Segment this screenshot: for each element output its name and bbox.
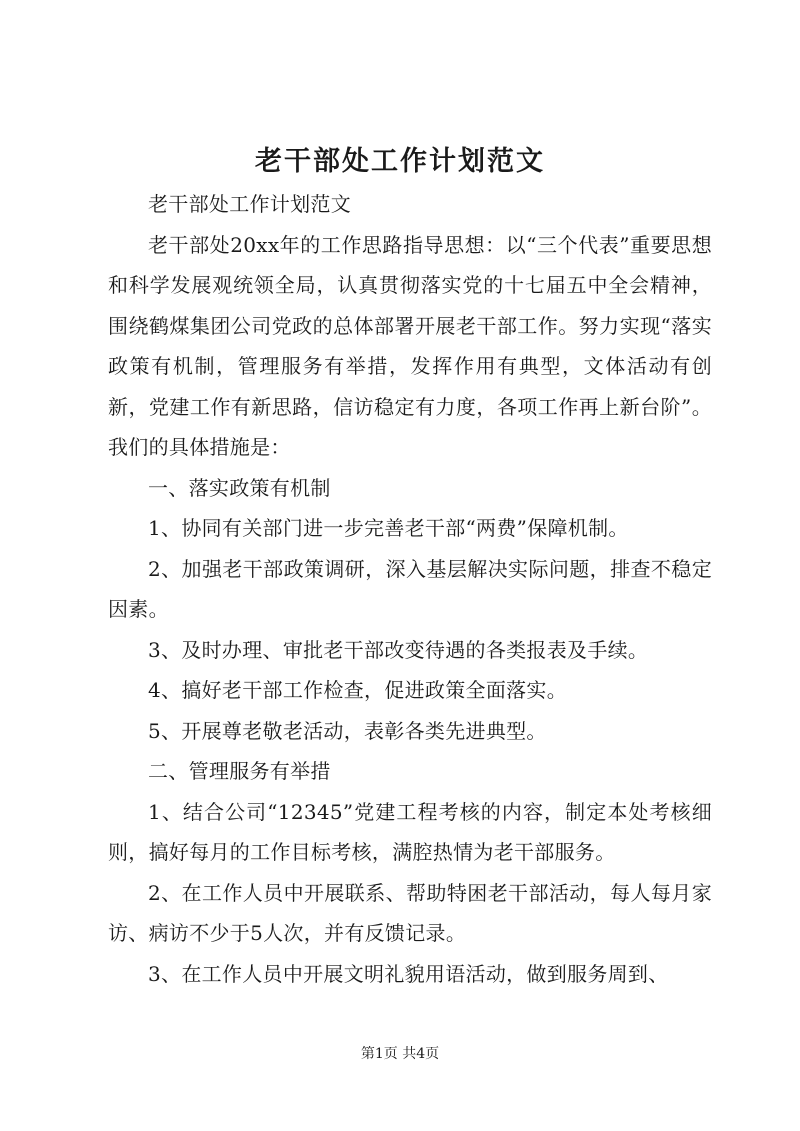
paragraph-subtitle: 老干部处工作计划范文 bbox=[148, 192, 351, 216]
page-number-footer: 第1页 共4页 bbox=[360, 1046, 440, 1062]
section-heading-policy: 一、落实政策有机制 bbox=[148, 475, 331, 500]
list-item: 2、加强老干部政策调研，深入基层解决实际问题，排查不稳定因素。 bbox=[108, 556, 712, 621]
list-item: 5、开展尊老敬老活动，表彰各类先进典型。 bbox=[148, 718, 547, 743]
document-title: 老干部处工作计划范文 bbox=[255, 146, 545, 177]
document-body bbox=[108, 184, 712, 994]
list-item: 4、搞好老干部工作检查，促进政策全面落实。 bbox=[148, 678, 568, 702]
list-item: 3、在工作人员中开展文明礼貌用语活动，做到服务周到、 bbox=[148, 961, 669, 986]
paragraph-guiding-thought: 老干部处20xx年的工作思路指导思想：以“三个代表”重要思想和科学发展观统领全局，认真贯彻落实党的十七届五中全会精神，围绕鹤煤集团公司党政的总体部署开展老干部工作。努力实现“落实政策有机制，管理服务有举措，发挥作用有典型，文体活动有创新，党建工作有新思路，信访稳定有力度，各项工作再上新台阶”。我们的具体措施是： bbox=[108, 232, 712, 459]
section-heading-service: 二、管理服务有举措 bbox=[148, 759, 331, 783]
list-item: 3、及时办理、审批老干部改变待遇的各类报表及手续。 bbox=[148, 637, 649, 662]
list-item: 1、结合公司“12345”党建工程考核的内容，制定本处考核细则，搞好每月的工作目标考核，满腔热情为老干部服务。 bbox=[108, 799, 712, 864]
list-item: 2、在工作人员中开展联系、帮助特困老干部活动，每人每月家访、病访不少于5人次，并有反馈记录。 bbox=[108, 880, 712, 945]
list-item: 1、协同有关部门进一步完善老干部“两费”保障机制。 bbox=[148, 516, 629, 540]
